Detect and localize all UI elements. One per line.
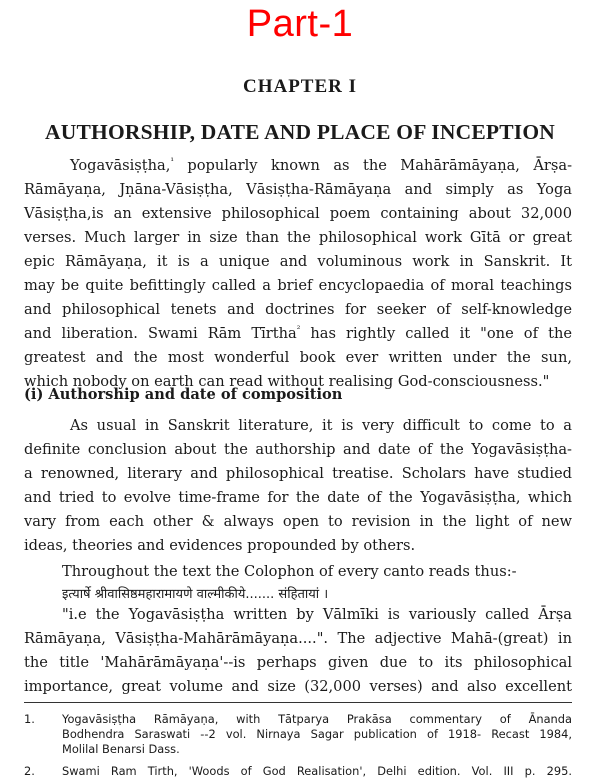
footnote-line: Yogavāsiṣṭha Rāmāyaṇa, with Tātparya Prakāsa commentary of Ānanda (62, 712, 572, 726)
paragraph-line: Rāmāyaṇa, Jṇāna-Vāsiṣṭha, Vāsiṣṭha-Rāmāyaṇa and simply as Yoga (24, 181, 572, 198)
paragraph-line: ideas, theories and evidences propounded by others. (24, 537, 416, 554)
paragraph-line: As usual in Sanskrit literature, it is very difficult to come to a (70, 417, 572, 434)
sanskrit-colophon: इत्यार्षे श्रीवासिष्ठमहारामायणे वाल्मीकीये....... संहितायां । (62, 587, 329, 602)
footnote-number: 1. (24, 712, 35, 726)
paragraph-line: the title 'Mahārāmāyaṇa'--is perhaps given due to its philosophical (24, 654, 572, 671)
footnote-rule (24, 702, 572, 703)
footnote-line: Bodhendra Saraswati --2 vol. Nirnaya Sagar publication of 1918- Recast 1984, (62, 727, 572, 741)
paragraph-line: importance, great volume and size (32,000 verses) and also excellent (24, 678, 572, 695)
paragraph-line: and tried to evolve time-frame for the date of the Yogavāsiṣṭha, which (24, 489, 572, 506)
paragraph-line: Throughout the text the Colophon of every canto reads thus:- (62, 563, 517, 580)
footnote-line: Molilal Benarsi Dass. (62, 742, 180, 756)
paragraph-line: Yogavāsiṣṭha,$^{^1}$ popularly known as the Mahārāmāyaṇa, Ārṣa- (70, 157, 572, 174)
footnote-number: 2. (24, 764, 35, 778)
part-label: Part-1 (246, 3, 354, 45)
paragraph-line: may be quite befittingly called a brief encyclopaedia of moral teachings (24, 277, 572, 294)
paragraph-line: and liberation. Swami Rām Tīrtha$^{^2}$ has rightly called it "one of the (24, 325, 572, 342)
paragraph-line: Rāmāyaṇa, Vāsiṣṭha-Mahārāmāyaṇa....". The adjective Mahā-(great) in (24, 630, 572, 647)
paragraph-line: and philosophical tenets and doctrines for seeker of self-knowledge (24, 301, 572, 318)
footnote-line: Swami Ram Tirth, 'Woods of God Realisation', Delhi edition. Vol. III p. 295. (62, 764, 572, 778)
paragraph-line: a renowned, literary and philosophical treatise. Scholars have studied (24, 465, 572, 482)
paragraph-line: Vāsiṣṭha,is an extensive philosophical poem containing about 32,000 (24, 205, 572, 222)
paragraph-line: "i.e the Yogavāsiṣṭha written by Vālmīki is variously called Ārṣa (62, 606, 572, 623)
section-heading: (i) Authorship and date of composition (24, 386, 343, 403)
paragraph-line: epic Rāmāyaṇa, it is a unique and voluminous work in Sanskrit. It (24, 253, 572, 270)
chapter-heading: CHAPTER I (242, 76, 358, 97)
paragraph-line: verses. Much larger in size than the philosophical work Gītā or great (24, 229, 572, 246)
paragraph-line: which nobody on earth can read without realising God-consciousness." (24, 373, 550, 390)
chapter-title: AUTHORSHIP, DATE AND PLACE OF INCEPTION (45, 120, 555, 144)
paragraph-line: vary from each other & always open to revision in the light of new (24, 513, 572, 530)
paragraph-line: greatest and the most wonderful book ever written under the sun, (24, 349, 572, 366)
paragraph-line: definite conclusion about the authorship and date of the Yogavāsiṣṭha- (24, 441, 572, 458)
